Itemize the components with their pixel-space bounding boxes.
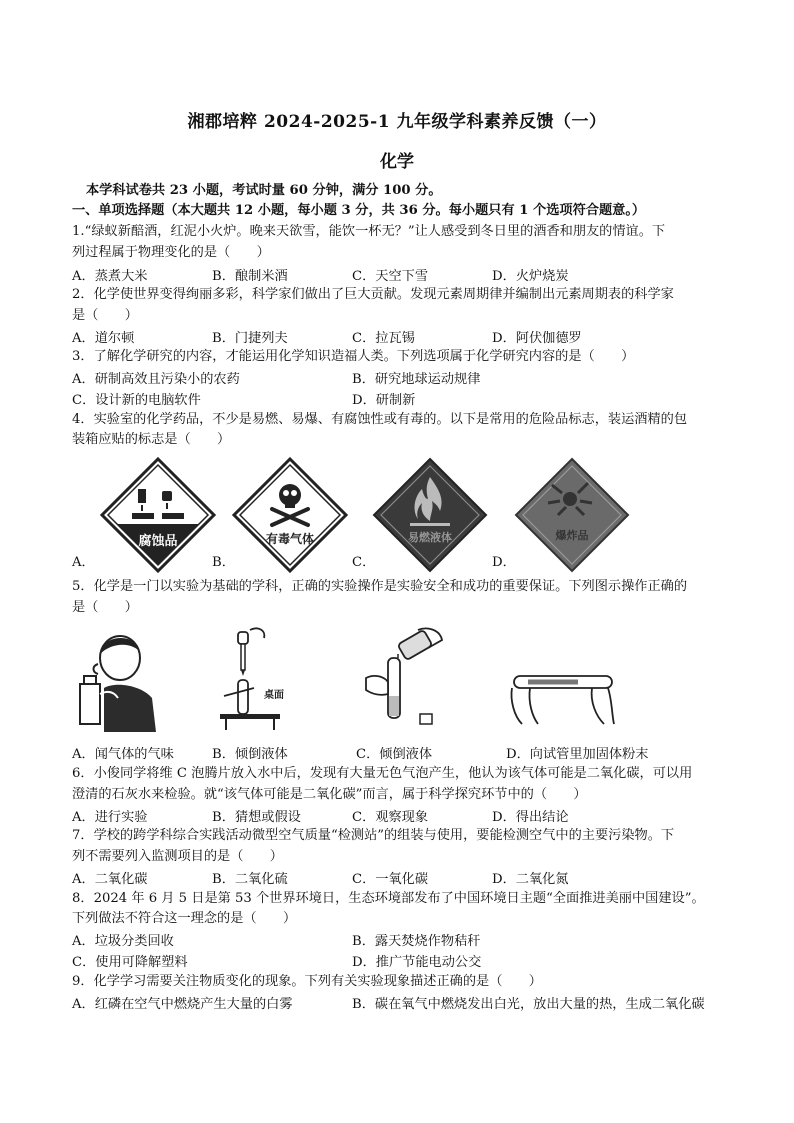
question-2-stem-line1: 2．化学使世界变得绚丽多彩，科学家们做出了巨大贡献。发现元素周期律并编制出元素周期表的科学家	[72, 287, 674, 302]
question-8-option-b: B．露天焚烧作物秸秆	[352, 934, 481, 949]
question-8-option-a: A．垃圾分类回收	[72, 934, 174, 949]
corrosive-sign-label: 腐蚀品	[138, 534, 178, 549]
question-1-option-b: B．酿制米酒	[212, 269, 288, 284]
question-6-option-c: C．观察现象	[352, 810, 429, 825]
exam-intro: 本学科试卷共 23 小题，考试时量 60 分钟，满分 100 分。	[86, 183, 442, 198]
question-1-option-d: D．火炉烧炭	[492, 269, 569, 284]
question-9-option-b: B．碳在氧气中燃烧发出白光，放出大量的热，生成二氧化碳	[352, 997, 705, 1012]
question-7-option-a: A．二氧化碳	[72, 872, 148, 887]
question-6-option-d: D．得出结论	[492, 810, 569, 825]
explosive-sign-label: 爆炸品	[555, 529, 589, 542]
question-6-option-b: B．猜想或假设	[212, 810, 301, 825]
question-7-stem-line1: 7．学校的跨学科综合实践活动微型空气质量“检测站”的组装与使用，要能检测空气中的主要污染物。下	[72, 828, 675, 843]
question-3-option-b: B．研究地球运动规律	[352, 372, 481, 387]
question-8-option-c: C．使用可降解塑料	[72, 955, 188, 970]
question-3-option-a: A．研制高效且污染小的农药	[72, 372, 240, 387]
question-5-option-b: B．倾倒液体	[212, 747, 288, 762]
toxic-gas-hazard-sign	[230, 455, 350, 575]
question-6-stem-line1: 6．小俊同学将维 C 泡腾片放入水中后，发现有大量无色气泡产生，他认为该气体可能是二氧化碳，可以用	[72, 766, 693, 781]
question-6-option-a: A．进行实验	[72, 810, 148, 825]
question-1-stem-line1: 1.“绿蚁新醅酒，红泥小火炉。晚来天欲雪，能饮一杯无？”让人感受到冬日里的酒香和朋友的情谊。下	[72, 224, 666, 239]
question-4-stem-line1: 4．实验室的化学药品，不少是易燃、易爆、有腐蚀性或有毒的。以下是常用的危险品标志，装运酒精的包	[72, 412, 688, 427]
question-7-option-c: C．一氧化碳	[352, 872, 429, 887]
question-4-option-c: C．	[352, 555, 376, 570]
question-8-option-d: D．推广节能电动公交	[352, 955, 482, 970]
explosive-hazard-sign	[512, 455, 632, 575]
question-5-stem-line1: 5．化学是一门以实验为基础的学科，正确的实验操作是实验安全和成功的重要保证。下列图示操作正确的	[72, 579, 688, 594]
question-8-stem-line1: 8．2024 年 6 月 5 日是第 53 个世界环境日，生态环境部发布了中国环境日主题“全面推进美丽中国建设”。	[72, 891, 705, 906]
toxic-sign-label: 有毒气体	[265, 532, 315, 546]
question-7-option-d: D．二氧化氮	[492, 872, 569, 887]
question-2-option-c: C．拉瓦锡	[352, 331, 415, 346]
question-7-option-b: B．二氧化硫	[212, 872, 288, 887]
question-4-option-b: B．	[212, 555, 235, 570]
dropper-illustration	[214, 626, 310, 732]
question-5-option-c: C．倾倒液体	[356, 747, 433, 762]
question-5-stem-line2: 是（ ）	[72, 600, 138, 615]
exam-title: 湘郡培粹 2024-2025-1 九年级学科素养反馈（一）	[187, 112, 607, 132]
section-heading: 一、单项选择题（本大题共 12 小题，每小题 3 分，共 36 分。每小题只有 1 个选项符合题意。）	[72, 203, 646, 218]
question-3-option-c: C．设计新的电脑软件	[72, 393, 201, 408]
flammable-liquid-hazard-sign	[370, 455, 490, 575]
question-1-option-c: C．天空下雪	[352, 269, 429, 284]
smelling-gas-illustration	[74, 628, 158, 732]
question-1-stem-line2: 列过程属于物理变化的是（ ）	[72, 245, 270, 260]
question-3-stem: 3．了解化学研究的内容，才能运用化学知识造福人类。下列选项属于化学研究内容的是（ ）	[72, 349, 635, 364]
adding-powder-illustration	[508, 660, 618, 730]
pouring-liquid-illustration	[358, 624, 448, 734]
question-2-option-a: A．道尔顿	[72, 331, 135, 346]
question-1-option-a: A．蒸煮大米	[72, 269, 148, 284]
question-5-option-a: A．闻气体的气味	[72, 747, 174, 762]
question-4-option-a: A．	[72, 555, 95, 570]
subject-title: 化学	[380, 152, 414, 172]
question-4-stem-line2: 装箱应贴的标志是（ ）	[72, 432, 231, 447]
question-7-stem-line2: 列不需要列入监测项目的是（ ）	[72, 849, 283, 864]
question-2-stem-line2: 是（ ）	[72, 308, 138, 323]
question-5-option-d: D．向试管里加固体粉末	[506, 747, 649, 762]
question-2-option-b: B．门捷列夫	[212, 331, 288, 346]
question-2-option-d: D．阿伏伽德罗	[492, 331, 582, 346]
table-label: 桌面	[264, 690, 284, 701]
flammable-sign-label: 易燃液体	[408, 531, 452, 544]
question-3-option-d: D．研制新	[352, 393, 416, 408]
corrosive-hazard-sign	[98, 455, 218, 575]
question-9-option-a: A．红磷在空气中燃烧产生大量的白雾	[72, 997, 293, 1012]
question-6-stem-line2: 澄清的石灰水来检验。就“该气体可能是二氧化碳”而言，属于科学探究环节中的（ ）	[72, 787, 587, 802]
question-8-stem-line2: 下列做法不符合这一理念的是（ ）	[72, 911, 297, 926]
question-4-option-d: D．	[492, 555, 516, 570]
question-9-stem: 9．化学学习需要关注物质变化的现象。下列有关实验现象描述正确的是（ ）	[72, 974, 542, 989]
